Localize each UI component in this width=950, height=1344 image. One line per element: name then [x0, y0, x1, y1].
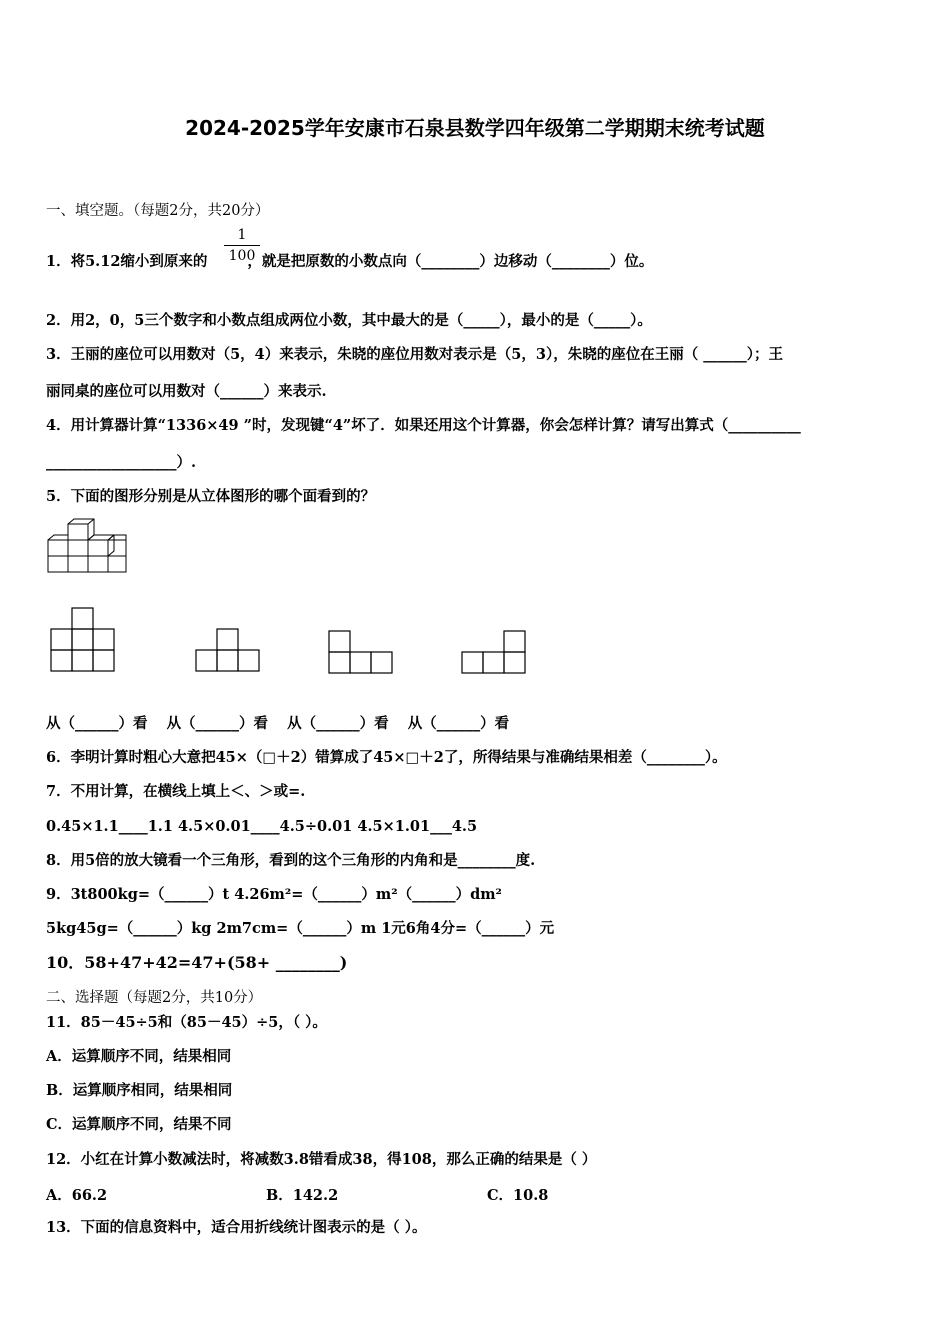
- view-shape-4: [461, 630, 527, 675]
- view-shape-2: [195, 628, 261, 673]
- question-5-view-labels: [46, 714, 523, 734]
- question-12: 12．小红在计算小数减法时，将减数3.8错看成38，得108，那么正确的结果是（ ）: [46, 1151, 597, 1168]
- question-13: 13．下面的信息资料中，适合用折线统计图表示的是（ ）。: [46, 1219, 427, 1236]
- fraction-denominator: 100: [228, 248, 256, 264]
- cube-stack-figure: [44, 518, 130, 574]
- section-1-heading: 一、填空题。（每题2分，共20分）: [46, 203, 270, 219]
- question-10: 10．58+47+42=47+(58+ ________): [46, 953, 348, 972]
- question-3-line-1: 3．王丽的座位可以用数对（5，4）来表示，朱晓的座位用数对表示是（5，3），朱晓的座位在王丽（ ______）；王: [46, 346, 783, 363]
- view-shape-3: [328, 630, 394, 675]
- view-shape-1: [50, 606, 116, 672]
- question-8: 8．用5倍的放大镜看一个三角形，看到的这个三角形的内角和是________度.: [46, 852, 536, 869]
- question-11-option-c: C．运算顺序不同，结果不同: [46, 1116, 232, 1133]
- fraction-numerator: 1: [224, 226, 260, 246]
- question-7: 7．不用计算，在横线上填上＜、＞或=.: [46, 783, 306, 800]
- question-9-line-1: 9．3t800kg=（______）t 4.26m²=（______）m²（______）dm²: [46, 886, 502, 903]
- question-1-prefix: 1．将5.12缩小到原来的: [46, 253, 208, 270]
- question-2: 2．用2，0，5三个数字和小数点组成两位小数，其中最大的是（_____），最小的是（_____）。: [46, 312, 652, 329]
- question-1-suffix: ，就是把原数的小数点向（________）边移动（________）位。: [247, 253, 654, 270]
- question-11-option-a: A．运算顺序不同，结果相同: [46, 1048, 232, 1065]
- question-12-option-c: C．10.8: [487, 1187, 549, 1204]
- view-label-4: 从（______）看: [407, 715, 510, 732]
- section-2-heading: 二、选择题（每题2分，共10分）: [46, 990, 263, 1006]
- question-6: 6．李明计算时粗心大意把45×（□＋2）错算成了45×□＋2了，所得结果与准确结果相差（________）。: [46, 749, 727, 766]
- fraction-one-hundredth: [224, 226, 260, 265]
- question-3-line-2: 丽同桌的座位可以用数对（______）来表示.: [46, 383, 327, 400]
- question-7-items: 0.45×1.1____1.1 4.5×0.01____4.5÷0.01 4.5×1.01___4.5: [46, 818, 478, 835]
- question-4-line-2: __________________）.: [46, 454, 197, 471]
- question-11: 11．85－45÷5和（85－45）÷5，（ ）。: [46, 1014, 327, 1031]
- view-label-2: 从（______）看: [166, 715, 269, 732]
- question-4-line-1: 4．用计算器计算“1336×49 ”时，发现键“4”坏了．如果还用这个计算器，你会怎样计算？请写出算式（__________: [46, 417, 801, 434]
- view-label-1: 从（______）看: [46, 715, 148, 732]
- page-title: 2024-2025学年安康市石泉县数学四年级第二学期期末统考试题: [185, 116, 765, 140]
- question-1: [46, 252, 653, 272]
- question-5: 5．下面的图形分别是从立体图形的哪个面看到的？: [46, 488, 376, 505]
- question-12-option-b: B．142.2: [266, 1187, 339, 1204]
- view-label-3: 从（______）看: [287, 715, 389, 732]
- question-12-option-a: A．66.2: [46, 1187, 108, 1204]
- question-11-option-b: B．运算顺序相同，结果相同: [46, 1082, 233, 1099]
- question-9-line-2: 5kg45g=（______）kg 2m7cm=（______）m 1元6角4分=（______）元: [46, 920, 555, 937]
